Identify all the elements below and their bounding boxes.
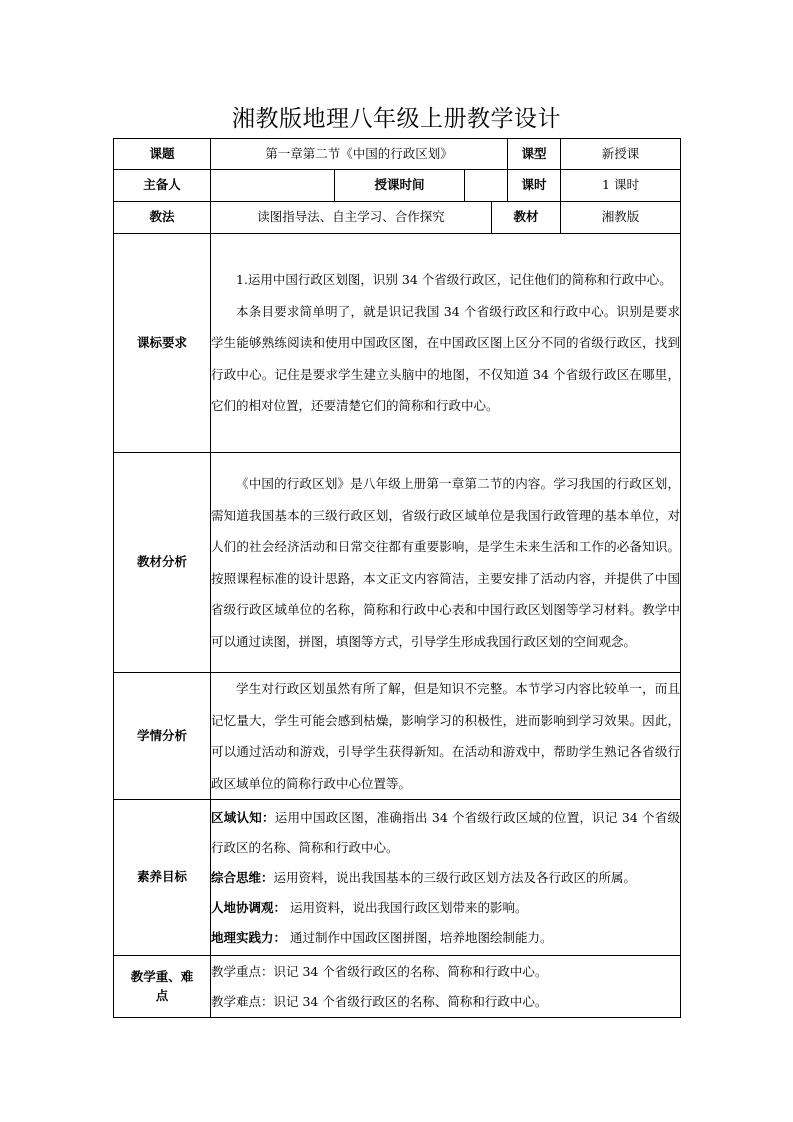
student-analysis-row bbox=[114, 673, 681, 800]
teaching-focus: 教学重点：识记 34 个省级行政区的名称、简称和行政中心。 bbox=[211, 963, 548, 979]
lesson-plan-table bbox=[113, 138, 681, 1018]
type-label: 课型 bbox=[508, 139, 561, 170]
document-title: 湘教版地理八年级上册教学设计 bbox=[232, 106, 561, 132]
textbook-analysis-label: 教材分析 bbox=[114, 453, 211, 673]
textbook-analysis-paragraph: 《中国的行政区划》是八年级上册第一章第二节的内容。学习我国的行政区划，需知道我国基本的三级行政区划，省级行政区域单位是我国行政管理的基本单位，对人们的社会经济活动和日常交往都有重要影响，是学生未来生活和工作的必备知识。按照课程标准的设计思路，本文正文内容简洁，主要安排了活动内容，并提供了中国省级行政区域单位的名称，简称和行政中心表和中国行政区划图等学习材料。教学中可以通过读图，拼图，填图等方式，引导学生形成我国行政区划的空间观念。 bbox=[211, 476, 681, 649]
goal-comprehensive-thinking bbox=[211, 863, 680, 893]
curriculum-content bbox=[211, 234, 681, 453]
method-label: 教法 bbox=[114, 202, 211, 234]
literacy-goals-label: 素养目标 bbox=[114, 800, 211, 956]
type-value: 新授课 bbox=[561, 139, 681, 170]
literacy-goals-content bbox=[211, 800, 681, 956]
goal-2-key: 综合思维： bbox=[211, 869, 274, 885]
goal-3-text: 运用资料，说出我国行政区划带来的影响。 bbox=[286, 899, 528, 915]
curriculum-paragraph-2: 本条目要求简单明了，就是识记我国 34 个省级行政区和行政中心。识别是要求学生能够熟练阅读和使用中国政区图，在中国政区图上区分不同的省级行政区，找到行政中心。记住是要求学生建立头脑中的地图，不仅知道 34 个省级行政区在哪里，它们的相对位置，还要清楚它们的简称和行政中心。 bbox=[211, 303, 681, 414]
student-analysis-content bbox=[211, 673, 681, 800]
time-value bbox=[465, 170, 508, 202]
method-row bbox=[114, 202, 681, 234]
lesson-value: 第一章第二节《中国的行政区划》 bbox=[211, 139, 508, 170]
curriculum-row bbox=[114, 234, 681, 453]
key-points-label-line-1: 教学重、难 bbox=[130, 969, 194, 985]
goal-4-key: 地理实践力： bbox=[211, 929, 287, 945]
lesson-row bbox=[114, 139, 681, 170]
key-points-row bbox=[114, 956, 681, 1018]
textbook-value: 湘教版 bbox=[561, 202, 681, 234]
goal-1-key: 区域认知： bbox=[211, 809, 275, 825]
goal-human-earth-harmony bbox=[211, 893, 680, 923]
key-points-label-line-2: 点 bbox=[155, 987, 169, 1003]
hours-value: 1 课时 bbox=[561, 170, 681, 202]
lesson-label: 课题 bbox=[114, 139, 211, 170]
preparer-row bbox=[114, 170, 681, 202]
student-analysis-label: 学情分析 bbox=[114, 673, 211, 800]
goal-2-text: 运用资料，说出我国基本的三级行政区划方法及各行政区的所属。 bbox=[273, 869, 637, 885]
curriculum-label: 课标要求 bbox=[114, 234, 211, 453]
goal-geographic-practice bbox=[211, 923, 680, 953]
time-label: 授课时间 bbox=[335, 170, 465, 202]
textbook-analysis-row bbox=[114, 453, 681, 673]
student-analysis-paragraph: 学生对行政区划虽然有所了解，但是知识不完整。本节学习内容比较单一，而且记忆量大，学生可能会感到枯燥，影响学习的积极性，进而影响到学习效果。因此，可以通过活动和游戏，引导学生获得新知。在活动和游戏中，帮助学生熟记各省级行政区域单位的简称行政中心位置等。 bbox=[211, 681, 681, 791]
textbook-analysis-content bbox=[211, 453, 681, 673]
goal-3-key: 人地协调观： bbox=[211, 899, 287, 915]
curriculum-paragraph-1: 1.运用中国行政区划图，识别 34 个省级行政区，记住他们的简称和行政中心。 bbox=[236, 272, 672, 288]
key-points-content bbox=[211, 956, 681, 1018]
goal-4-text: 通过制作中国政区图拼图，培养地图绘制能力。 bbox=[286, 929, 553, 945]
hours-label: 课时 bbox=[508, 170, 561, 202]
preparer-label: 主备人 bbox=[114, 170, 211, 202]
preparer-value bbox=[211, 170, 335, 202]
goal-regional-cognition bbox=[211, 803, 680, 863]
textbook-label: 教材 bbox=[492, 202, 561, 234]
goal-1-text: 运用中国政区图，准确指出 34 个省级行政区域的位置，识记 34 个省级行政区的名称、简称和行政中心。 bbox=[211, 809, 681, 855]
literacy-goals-row bbox=[114, 800, 681, 956]
method-value: 读图指导法、自主学习、合作探究 bbox=[211, 202, 492, 234]
key-points-label bbox=[114, 956, 211, 1018]
teaching-difficulty: 教学难点：识记 34 个省级行政区的名称、简称和行政中心。 bbox=[211, 993, 548, 1009]
